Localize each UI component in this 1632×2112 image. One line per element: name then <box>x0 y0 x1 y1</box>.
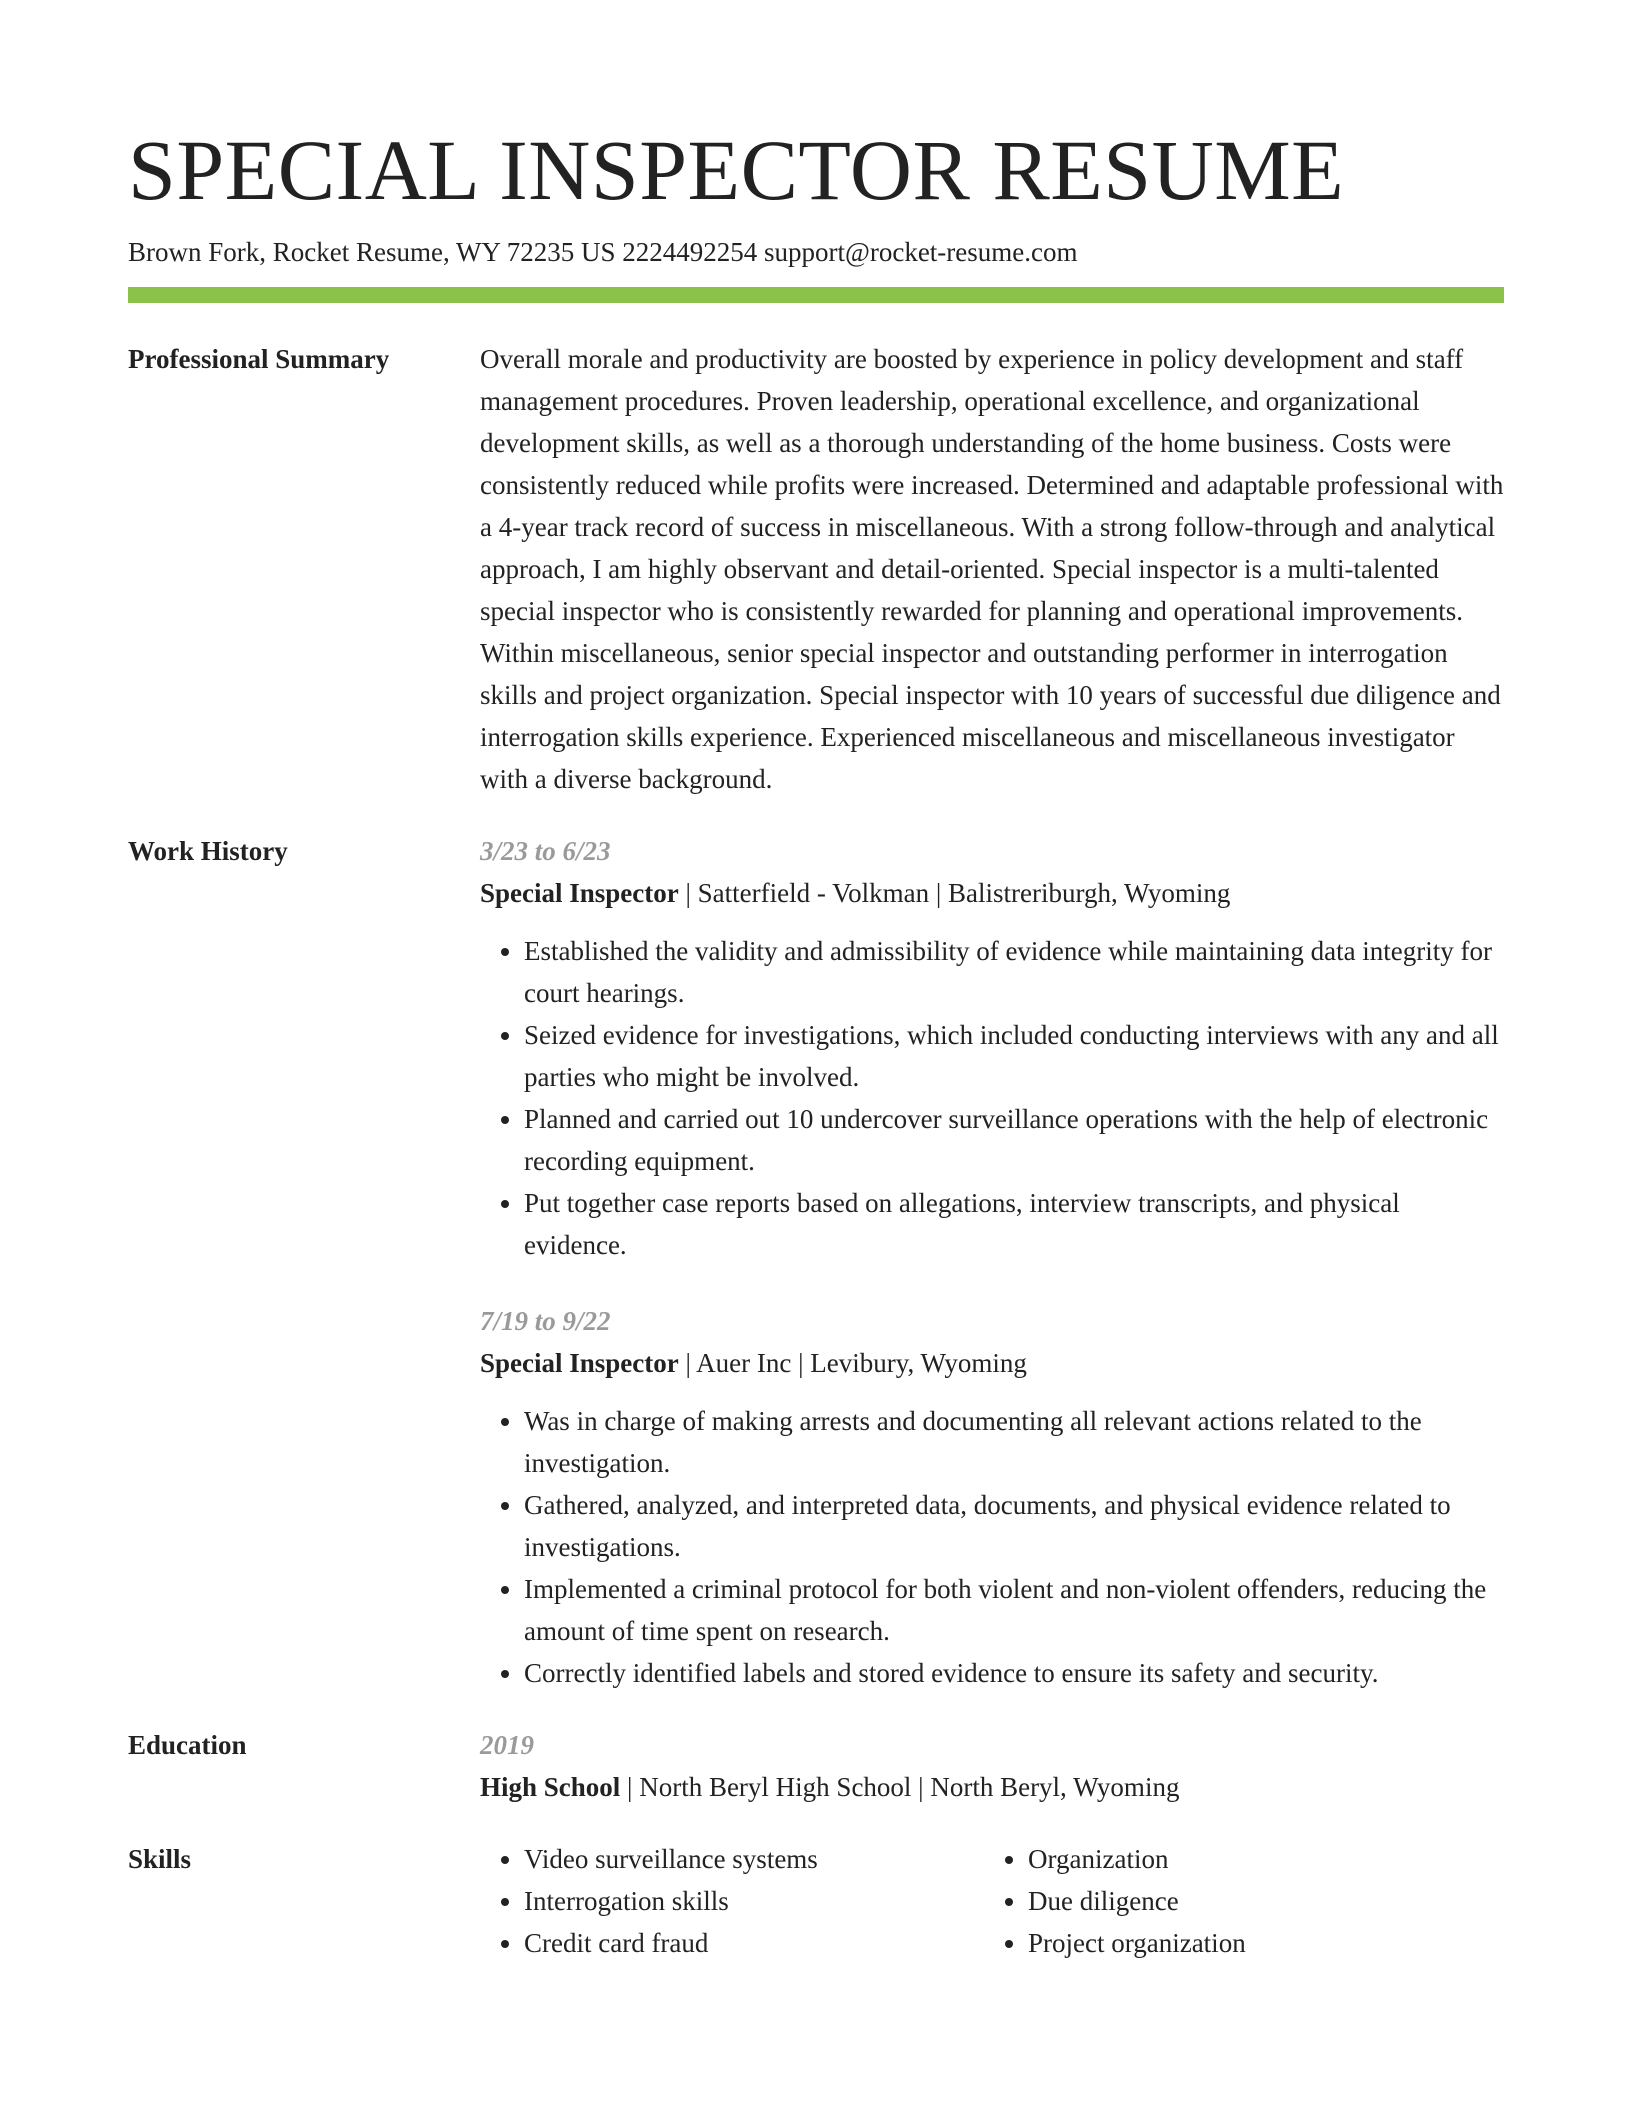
job-bullet: • Was in charge of making arrests and documenting all relevant actions related to the investigation. <box>524 1400 1504 1484</box>
education-line <box>480 1766 1504 1808</box>
education-body <box>480 1724 1504 1808</box>
job-bullet: • Correctly identified labels and stored evidence to ensure its safety and security. <box>524 1652 1504 1694</box>
job-bullet: • Seized evidence for investigations, which included conducting interviews with any and all parties who might be involved. <box>524 1014 1504 1098</box>
summary-label: Professional Summary <box>128 344 390 374</box>
job-bullets <box>480 1400 1504 1694</box>
summary-text: Overall morale and productivity are boosted by experience in policy development and staff management procedures. Proven leadership, operational excellence, and organizational development skills, as well as a thorough understanding of the home business. Costs were consistently reduced while profits were increased. Determined and adaptable professional with a 4-year track record of success in miscellaneous. With a strong follow-through and analytical approach, I am highly observant and detail-oriented. Special inspector is a multi-talented special inspector who is consistently rewarded for planning and operational improvements. Within miscellaneous, senior special inspector and outstanding performer in interrogation skills and project organization. Special inspector with 10 years of successful due diligence and interrogation skills experience. Experienced miscellaneous and miscellaneous investigator with a diverse background. <box>480 344 1504 794</box>
accent-divider <box>128 287 1504 303</box>
job-title-line <box>480 1342 1504 1384</box>
job-entry <box>480 1300 1504 1694</box>
skills-list-left <box>480 1838 984 1964</box>
skills-section <box>128 1838 1504 1964</box>
resume-page <box>128 118 1504 1964</box>
job-details: | Satterfield - Volkman | Balistreriburgh, Wyoming <box>678 878 1231 908</box>
job-dates: 3/23 to 6/23 <box>480 836 611 866</box>
skills-list-right <box>984 1838 1488 1964</box>
job-details: | Auer Inc | Levibury, Wyoming <box>678 1348 1027 1378</box>
contact-line: Brown Fork, Rocket Resume, WY 72235 US 2224492254 support@rocket-resume.com <box>128 237 1078 267</box>
education-year: 2019 <box>480 1730 534 1760</box>
work-history-label: Work History <box>128 836 288 866</box>
job-role: Special Inspector <box>480 1348 679 1378</box>
skills-body <box>480 1838 1504 1964</box>
work-history-section <box>128 830 1504 1694</box>
job-bullet: • Planned and carried out 10 undercover surveillance operations with the help of electronic recording equipment. <box>524 1098 1504 1182</box>
skill-item: • Due diligence <box>1028 1880 1488 1922</box>
skills-label: Skills <box>128 1844 192 1874</box>
summary-body <box>480 338 1504 800</box>
job-entry <box>480 830 1504 1266</box>
education-details: | North Beryl High School | North Beryl, Wyoming <box>620 1772 1180 1802</box>
job-title-line <box>480 872 1504 914</box>
job-bullet: • Implemented a criminal protocol for both violent and non-violent offenders, reducing the amount of time spent on research. <box>524 1568 1504 1652</box>
skill-item: • Video surveillance systems <box>524 1838 984 1880</box>
skill-item: • Interrogation skills <box>524 1880 984 1922</box>
job-bullet: • Gathered, analyzed, and interpreted data, documents, and physical evidence related to investigations. <box>524 1484 1504 1568</box>
job-bullet: • Put together case reports based on allegations, interview transcripts, and physical evidence. <box>524 1182 1504 1266</box>
job-role: Special Inspector <box>480 878 679 908</box>
job-bullet: • Established the validity and admissibility of evidence while maintaining data integrity for court hearings. <box>524 930 1504 1014</box>
skill-item: • Credit card fraud <box>524 1922 984 1964</box>
job-dates: 7/19 to 9/22 <box>480 1306 611 1336</box>
summary-section <box>128 338 1504 800</box>
job-bullets <box>480 930 1504 1266</box>
education-label: Education <box>128 1730 247 1760</box>
skill-item: • Project organization <box>1028 1922 1488 1964</box>
education-degree: High School <box>480 1772 621 1802</box>
work-history-body <box>480 830 1504 1694</box>
resume-title: SPECIAL INSPECTOR RESUME <box>128 122 1345 218</box>
skills-columns <box>480 1838 1504 1964</box>
education-section <box>128 1724 1504 1808</box>
skill-item: • Organization <box>1028 1838 1488 1880</box>
